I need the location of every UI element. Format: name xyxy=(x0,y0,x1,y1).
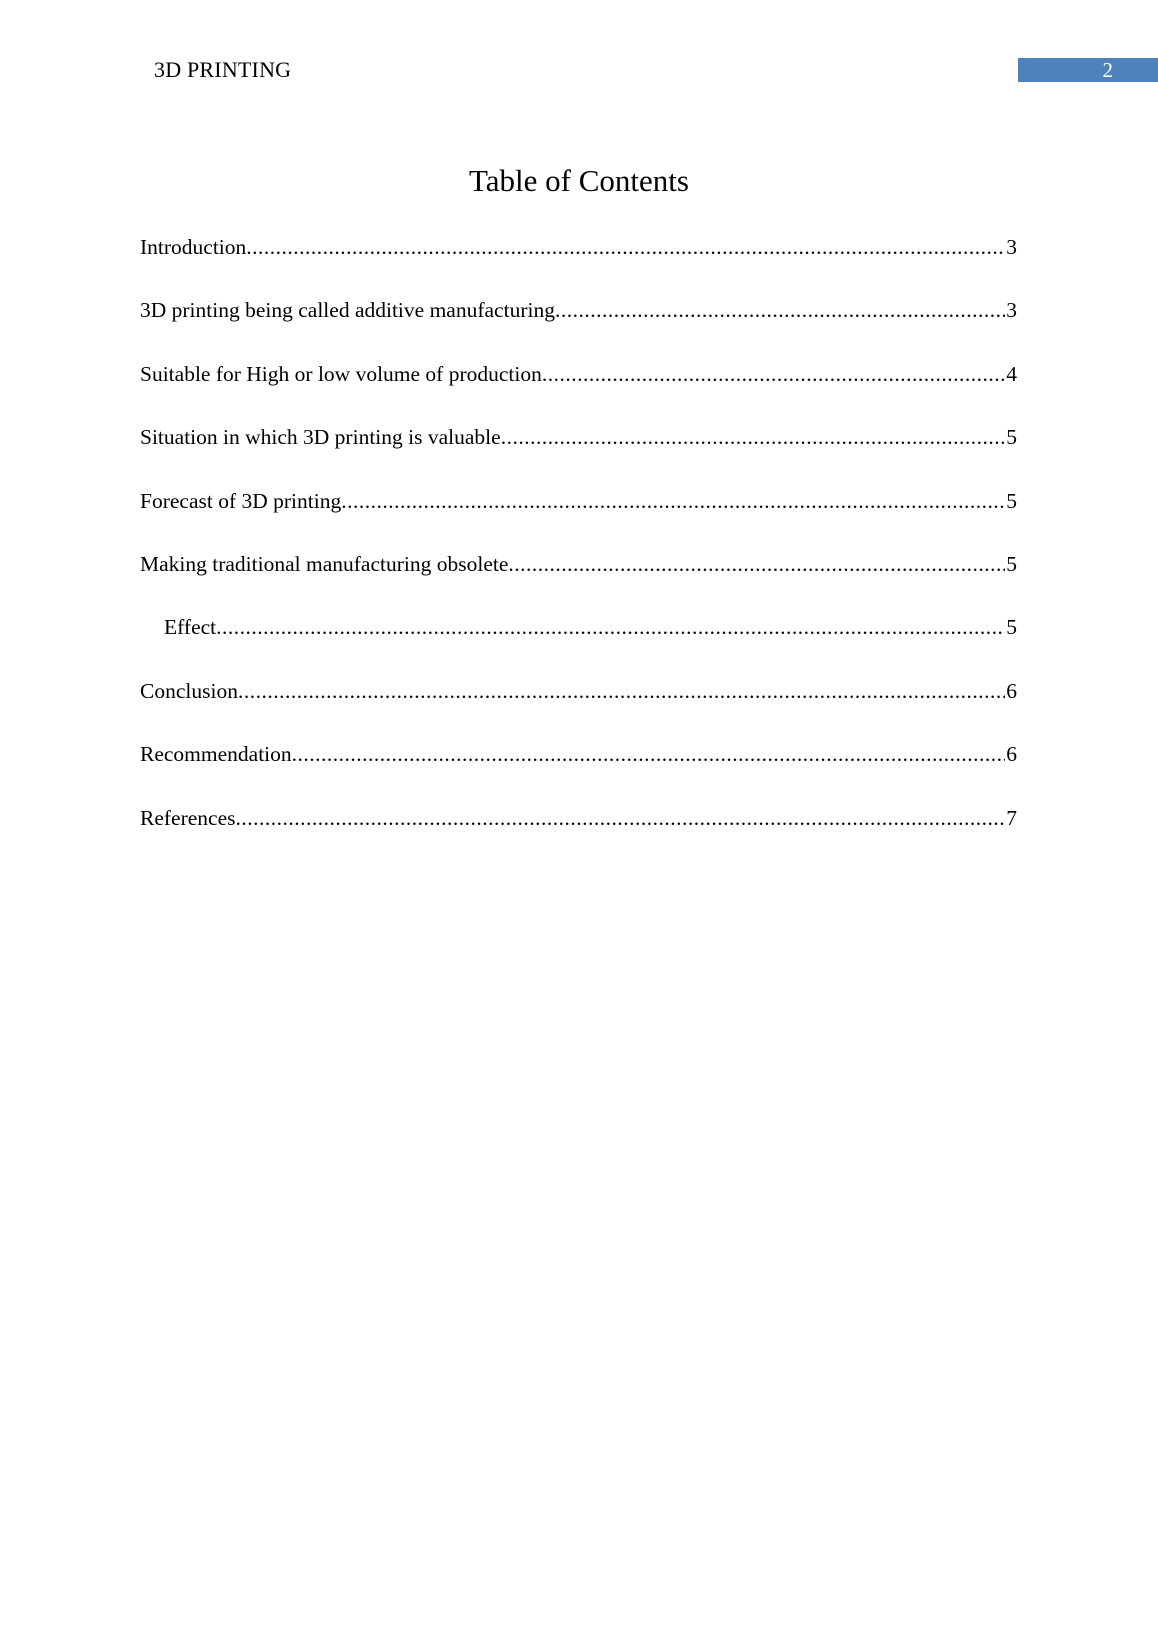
toc-dot-leader xyxy=(501,422,1006,452)
toc-entry-label: Introduction xyxy=(140,232,246,262)
toc-entry-label: Suitable for High or low volume of production xyxy=(140,359,542,389)
toc-dot-leader xyxy=(341,486,1005,516)
toc-dot-leader xyxy=(246,232,1005,262)
toc-dot-leader xyxy=(542,359,1005,389)
toc-entry-page: 4 xyxy=(1006,361,1017,386)
toc-dot-leader xyxy=(216,612,1005,642)
toc-entry-page: 5 xyxy=(1006,551,1017,576)
toc-dot-leader xyxy=(292,739,1006,769)
toc-dot-leader xyxy=(508,549,1005,579)
toc-entry-references[interactable] xyxy=(140,803,1017,866)
toc-heading: Table of Contents xyxy=(469,163,689,198)
toc-entry-label: Making traditional manufacturing obsolete xyxy=(140,549,508,579)
page-number-badge xyxy=(1018,58,1158,82)
toc-entry-forecast[interactable] xyxy=(140,486,1017,549)
page-number: 2 xyxy=(1102,58,1113,82)
toc-entry-additive-manufacturing[interactable] xyxy=(140,295,1017,358)
toc-entry-making-obsolete[interactable] xyxy=(140,549,1017,612)
toc-entry-label: Recommendation xyxy=(140,739,292,769)
toc-entry-conclusion[interactable] xyxy=(140,676,1017,739)
toc-entry-label: Situation in which 3D printing is valuable xyxy=(140,422,501,452)
table-of-contents xyxy=(140,232,1017,866)
toc-entry-label: Effect xyxy=(164,612,216,642)
toc-entry-page: 5 xyxy=(1006,488,1017,513)
toc-entry-page: 3 xyxy=(1006,235,1017,259)
toc-dot-leader xyxy=(238,676,1005,706)
toc-dot-leader xyxy=(236,803,1006,833)
toc-entry-page: 3 xyxy=(1006,298,1017,323)
toc-entry-label: Forecast of 3D printing xyxy=(140,486,341,516)
toc-entry-label: Conclusion xyxy=(140,676,238,706)
toc-entry-label: 3D printing being called additive manufacturing xyxy=(140,295,555,325)
toc-entry-page: 7 xyxy=(1006,805,1017,830)
running-header-title: 3D PRINTING xyxy=(154,57,292,82)
toc-dot-leader xyxy=(555,295,1005,325)
toc-entry-page: 5 xyxy=(1006,615,1017,640)
toc-entry-introduction[interactable] xyxy=(140,232,1017,295)
toc-entry-page: 6 xyxy=(1006,678,1017,703)
toc-entry-label: References xyxy=(140,803,236,833)
toc-entry-situation-valuable[interactable] xyxy=(140,422,1017,485)
toc-entry-volume-of-production[interactable] xyxy=(140,359,1017,422)
toc-entry-effect[interactable] xyxy=(140,612,1017,675)
toc-entry-page: 6 xyxy=(1006,742,1017,767)
toc-entry-recommendation[interactable] xyxy=(140,739,1017,802)
toc-entry-page: 5 xyxy=(1006,425,1017,450)
